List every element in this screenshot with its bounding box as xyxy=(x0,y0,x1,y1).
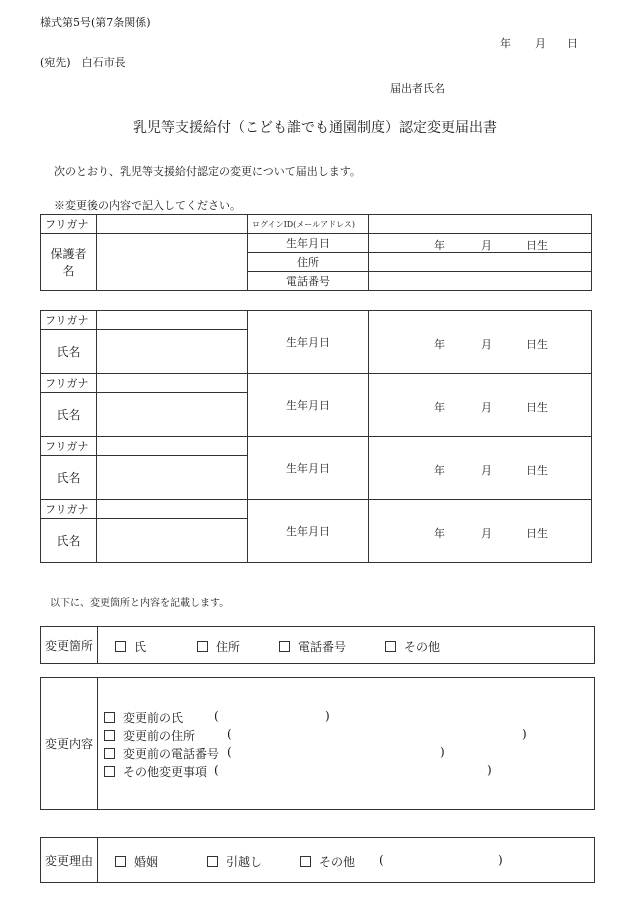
date-month-label: 月 xyxy=(535,37,546,50)
child-name-field[interactable] xyxy=(97,330,248,374)
child-furigana-field[interactable] xyxy=(97,374,248,393)
child-dob-day: 日生 xyxy=(526,401,548,414)
guardian-name-label: 保護者名 xyxy=(41,234,97,291)
option-phone[interactable]: 電話番号 xyxy=(279,638,346,655)
intro-text: 次のとおり、乳児等支援給付認定の変更について届出します。 xyxy=(54,165,361,178)
option-name[interactable]: 氏 xyxy=(115,638,146,655)
child-dob-month: 月 xyxy=(481,527,492,540)
child-name-label: 氏名 xyxy=(41,330,97,374)
paren-close: ) xyxy=(487,763,492,777)
paren-open: ( xyxy=(379,853,384,867)
page-title: 乳児等支援給付（こども誰でも通園制度）認定変更届出書 xyxy=(133,120,497,136)
child-dob-label: 生年月日 xyxy=(248,437,369,500)
child-furigana-field[interactable] xyxy=(97,437,248,456)
checkbox-icon xyxy=(197,641,208,652)
child-dob-month: 月 xyxy=(481,338,492,351)
paren-close: ) xyxy=(522,727,527,741)
guardian-furigana-field[interactable] xyxy=(97,215,248,234)
paren-close: ) xyxy=(325,709,330,723)
child-dob-field[interactable] xyxy=(369,311,592,374)
guardian-dob-label: 生年月日 xyxy=(248,234,369,253)
child-dob-day: 日生 xyxy=(526,338,548,351)
change-content-label: 変更内容 xyxy=(41,678,98,809)
child-name-label: 氏名 xyxy=(41,393,97,437)
child-dob-month: 月 xyxy=(481,464,492,477)
guardian-dob-field[interactable] xyxy=(369,234,592,253)
checkbox-icon xyxy=(300,856,311,867)
checkbox-icon xyxy=(104,712,115,723)
reason-other[interactable]: その他 xyxy=(300,853,355,870)
applicant-name-label: 届出者氏名 xyxy=(390,82,445,95)
item-previous-address[interactable]: 変更前の住所 xyxy=(104,727,195,744)
paren-close: ) xyxy=(498,853,503,867)
checkbox-icon xyxy=(115,856,126,867)
paren-open: ( xyxy=(214,709,219,723)
checkbox-icon xyxy=(104,730,115,741)
guardian-address-field[interactable] xyxy=(369,253,592,272)
checkbox-icon xyxy=(104,766,115,777)
date-day-label: 日 xyxy=(567,37,578,50)
addressee: (宛先) 白石市長 xyxy=(40,56,126,69)
guardian-dob-month: 月 xyxy=(481,239,492,252)
checkbox-icon xyxy=(385,641,396,652)
guardian-furigana-label: フリガナ xyxy=(41,215,97,234)
child-dob-year: 年 xyxy=(434,401,445,414)
change-content-box xyxy=(40,677,595,810)
guardian-phone-label: 電話番号 xyxy=(248,272,369,291)
change-reason-label: 変更理由 xyxy=(41,838,98,882)
child-dob-day: 日生 xyxy=(526,527,548,540)
child-name-field[interactable] xyxy=(97,393,248,437)
paren-close: ) xyxy=(440,745,445,759)
child-dob-month: 月 xyxy=(481,401,492,414)
child-furigana-label: フリガナ xyxy=(41,500,97,519)
checkbox-icon xyxy=(115,641,126,652)
child-dob-field[interactable] xyxy=(369,437,592,500)
child-dob-year: 年 xyxy=(434,527,445,540)
below-note: 以下に、変更箇所と内容を記載します。 xyxy=(50,598,230,609)
option-address[interactable]: 住所 xyxy=(197,638,240,655)
change-reason-box xyxy=(40,837,595,883)
reason-marriage[interactable]: 婚姻 xyxy=(115,853,158,870)
child-dob-year: 年 xyxy=(434,464,445,477)
date-year-label: 年 xyxy=(500,37,511,50)
child-furigana-label: フリガナ xyxy=(41,437,97,456)
child-dob-field[interactable] xyxy=(369,374,592,437)
reason-moving[interactable]: 引越し xyxy=(207,853,262,870)
child-name-label: 氏名 xyxy=(41,519,97,563)
child-furigana-label: フリガナ xyxy=(41,311,97,330)
item-other-change[interactable]: その他変更事項 xyxy=(104,763,207,780)
paren-open: ( xyxy=(227,727,232,741)
change-location-label: 変更箇所 xyxy=(41,627,98,663)
guardian-dob-year: 年 xyxy=(434,239,445,252)
child-dob-label: 生年月日 xyxy=(248,374,369,437)
item-previous-name[interactable]: 変更前の氏 xyxy=(104,709,183,726)
checkbox-icon xyxy=(279,641,290,652)
note-text: ※変更後の内容で記入してください。 xyxy=(54,199,241,212)
child-dob-day: 日生 xyxy=(526,464,548,477)
checkbox-icon xyxy=(104,748,115,759)
child-dob-label: 生年月日 xyxy=(248,500,369,563)
child-furigana-field[interactable] xyxy=(97,311,248,330)
child-name-field[interactable] xyxy=(97,456,248,500)
checkbox-icon xyxy=(207,856,218,867)
child-name-field[interactable] xyxy=(97,519,248,563)
child-furigana-field[interactable] xyxy=(97,500,248,519)
guardian-name-field[interactable] xyxy=(97,234,248,291)
item-previous-phone[interactable]: 変更前の電話番号 xyxy=(104,745,219,762)
child-dob-field[interactable] xyxy=(369,500,592,563)
login-id-field[interactable] xyxy=(369,215,592,234)
paren-open: ( xyxy=(214,763,219,777)
option-other[interactable]: その他 xyxy=(385,638,440,655)
form-number: 様式第5号(第7条関係) xyxy=(40,16,151,29)
child-dob-label: 生年月日 xyxy=(248,311,369,374)
child-name-label: 氏名 xyxy=(41,456,97,500)
paren-open: ( xyxy=(227,745,232,759)
children-table xyxy=(40,310,592,563)
login-id-label: ログインID(メールアドレス) xyxy=(248,215,369,234)
child-dob-year: 年 xyxy=(434,338,445,351)
guardian-dob-day: 日生 xyxy=(526,239,548,252)
child-furigana-label: フリガナ xyxy=(41,374,97,393)
change-location-box xyxy=(40,626,595,664)
guardian-table xyxy=(40,214,592,291)
guardian-address-label: 住所 xyxy=(248,253,369,272)
guardian-phone-field[interactable] xyxy=(369,272,592,291)
